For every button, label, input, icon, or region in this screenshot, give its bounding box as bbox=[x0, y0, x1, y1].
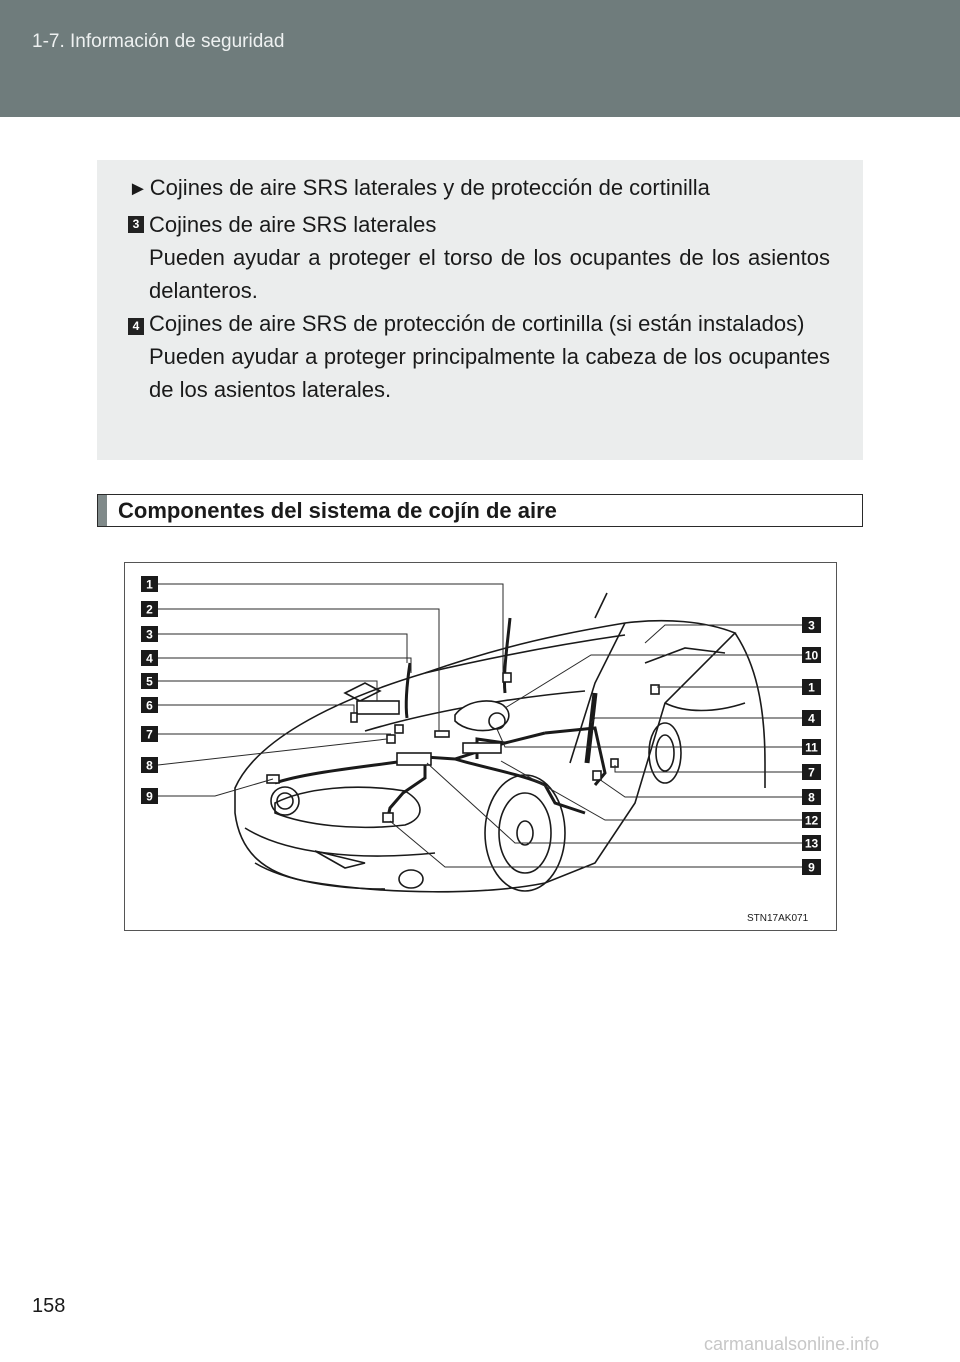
svg-text:1: 1 bbox=[808, 680, 815, 695]
page-number: 158 bbox=[32, 1295, 66, 1317]
callout-right-13 bbox=[802, 835, 821, 851]
svg-text:8: 8 bbox=[808, 790, 815, 805]
callout-left-5 bbox=[141, 673, 158, 689]
callout-left-9 bbox=[141, 788, 158, 804]
svg-text:2: 2 bbox=[146, 602, 153, 617]
callout-right-9 bbox=[802, 859, 821, 875]
section-title: Componentes del sistema de cojín de aire bbox=[118, 498, 557, 523]
info-item-title: Cojines de aire SRS laterales bbox=[149, 212, 437, 237]
watermark: carmanualsonline.info bbox=[704, 1334, 880, 1354]
svg-text:3: 3 bbox=[808, 618, 815, 633]
callout-left-7 bbox=[141, 726, 158, 742]
callout-left-3 bbox=[141, 626, 158, 642]
callout-right-10 bbox=[802, 647, 821, 663]
info-box-heading bbox=[128, 173, 710, 204]
callout-right-11 bbox=[802, 739, 821, 755]
callout-left-2 bbox=[141, 601, 158, 617]
info-item-body: Pueden ayudar a proteger el torso de los ocupantes de los asientos delanteros. bbox=[149, 245, 830, 303]
callout-right-8 bbox=[802, 789, 821, 805]
info-item-body: Pueden ayudar a proteger principalmente la cabeza de los ocupantes de los asientos laterales. bbox=[149, 344, 830, 402]
section-heading-bar bbox=[97, 494, 863, 527]
info-item-title: Cojines de aire SRS de protección de cortinilla (si están instalados) bbox=[149, 311, 805, 336]
figure-code: STN17AK071 bbox=[747, 913, 809, 924]
info-box-heading-text: Cojines de aire SRS laterales y de protección de cortinilla bbox=[149, 175, 710, 200]
callout-right-12 bbox=[802, 812, 821, 828]
svg-text:12: 12 bbox=[804, 813, 819, 828]
section-accent bbox=[98, 495, 107, 526]
callout-left-1 bbox=[141, 576, 158, 592]
svg-text:5: 5 bbox=[146, 674, 153, 689]
callout-right-4 bbox=[802, 710, 821, 726]
svg-text:6: 6 bbox=[146, 698, 153, 713]
pointer-triangle-icon: ► bbox=[128, 178, 148, 200]
info-item-3 bbox=[128, 208, 830, 307]
callout-left-4 bbox=[141, 650, 158, 666]
svg-text:10: 10 bbox=[804, 648, 819, 663]
svg-text:4: 4 bbox=[808, 711, 815, 726]
callout-right-1 bbox=[802, 679, 821, 695]
svg-text:1: 1 bbox=[146, 577, 153, 592]
svg-text:9: 9 bbox=[808, 860, 815, 875]
callout-right-7 bbox=[802, 764, 821, 780]
page-header bbox=[0, 0, 960, 117]
svg-text:7: 7 bbox=[808, 765, 815, 780]
section-breadcrumb: 1-7. Información de seguridad bbox=[32, 31, 285, 52]
svg-text:9: 9 bbox=[146, 789, 153, 804]
number-badge-3: 3 bbox=[128, 216, 144, 233]
svg-text:4: 4 bbox=[146, 651, 153, 666]
callout-left-6 bbox=[141, 697, 158, 713]
car-illustration bbox=[125, 563, 836, 930]
svg-text:7: 7 bbox=[146, 727, 153, 742]
svg-text:11: 11 bbox=[805, 740, 818, 755]
svg-text:8: 8 bbox=[146, 758, 153, 773]
number-badge-4: 4 bbox=[128, 318, 144, 335]
callout-right-3 bbox=[802, 617, 821, 633]
airbag-components-figure bbox=[124, 562, 837, 931]
svg-text:3: 3 bbox=[146, 627, 153, 642]
svg-text:13: 13 bbox=[804, 836, 819, 851]
info-item-4 bbox=[128, 307, 830, 406]
callout-left-8 bbox=[141, 757, 158, 773]
